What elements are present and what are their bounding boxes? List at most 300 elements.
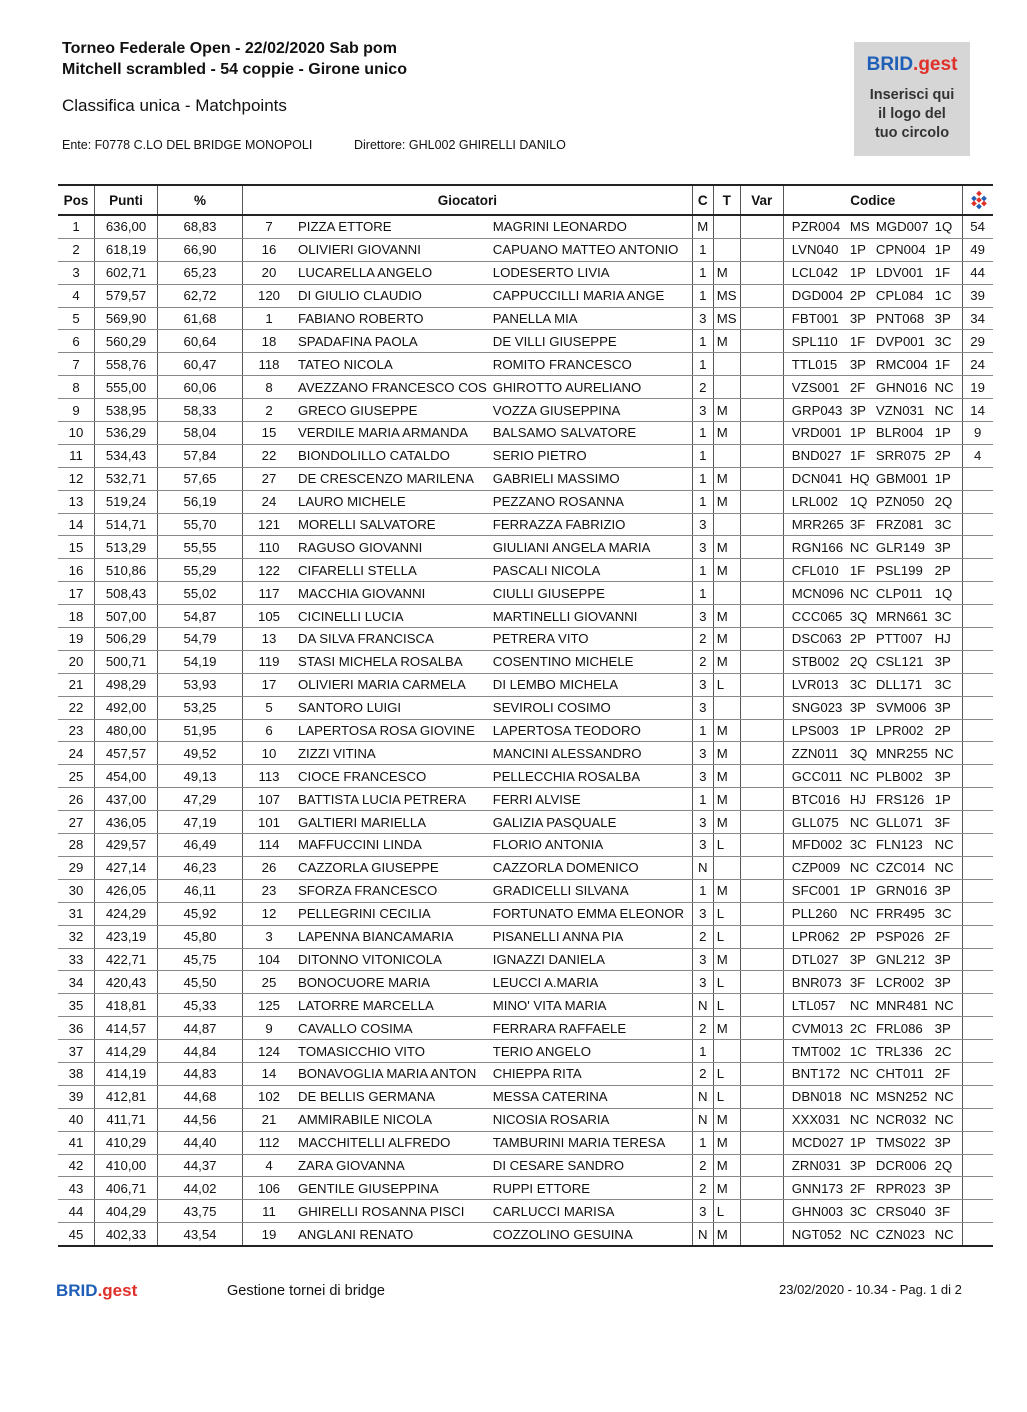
- cell-type: M: [713, 1223, 740, 1246]
- cell-player-2: GALIZIA PASQUALE: [490, 811, 693, 834]
- cell-rank-1: 3P: [847, 399, 873, 422]
- cell-player-1: SPADAFINA PAOLA: [295, 330, 490, 353]
- cell-rank-2: NC: [932, 1108, 963, 1131]
- cell-player-1: TOMASICCHIO VITO: [295, 1040, 490, 1063]
- cell-code-1: BNT172: [783, 1062, 847, 1085]
- cell-punti: 508,43: [95, 582, 158, 605]
- cell-punti: 513,29: [95, 536, 158, 559]
- cell-player-2: SEVIROLI COSIMO: [490, 696, 693, 719]
- cell-player-2: FERRARA RAFFAELE: [490, 1017, 693, 1040]
- cell-player-1: FABIANO ROBERTO: [295, 307, 490, 330]
- cell-type: M: [713, 1177, 740, 1200]
- cell-var: [740, 994, 783, 1017]
- table-row: [58, 353, 993, 376]
- cell-punti: 457,57: [95, 742, 158, 765]
- cell-code-1: LVR013: [783, 673, 847, 696]
- cell-code-2: VZN031: [873, 399, 932, 422]
- cell-player-1: TATEO NICOLA: [295, 353, 490, 376]
- cell-code-1: STB002: [783, 650, 847, 673]
- cell-pos: 6: [58, 330, 95, 353]
- cell-code-2: TRL336: [873, 1040, 932, 1063]
- cell-player-1: GALTIERI MARIELLA: [295, 811, 490, 834]
- cell-percent: 47,29: [158, 788, 243, 811]
- cell-category: 3: [692, 811, 713, 834]
- cell-code-2: TMS022: [873, 1131, 932, 1154]
- cell-code-1: MCN096: [783, 582, 847, 605]
- cell-rank-1: 1P: [847, 238, 873, 261]
- cell-rank-2: NC: [932, 856, 963, 879]
- cell-type: [713, 582, 740, 605]
- cell-pos: 36: [58, 1017, 95, 1040]
- cell-punti: 532,71: [95, 467, 158, 490]
- cell-player-1: LAURO MICHELE: [295, 490, 490, 513]
- cell-category: N: [692, 1108, 713, 1131]
- cell-rank-2: 1P: [932, 422, 963, 445]
- cell-code-2: PZN050: [873, 490, 932, 513]
- cell-code-1: ZRN031: [783, 1154, 847, 1177]
- cell-type: M: [713, 719, 740, 742]
- cell-player-2: CAPUANO MATTEO ANTONIO: [490, 238, 693, 261]
- cell-player-1: PELLEGRINI CECILIA: [295, 902, 490, 925]
- cell-type: M: [713, 765, 740, 788]
- cell-type: MS: [713, 284, 740, 307]
- cell-code-2: FRL086: [873, 1017, 932, 1040]
- cell-table-number: 26: [243, 856, 296, 879]
- cell-prize-points: [962, 1177, 993, 1200]
- cell-type: M: [713, 948, 740, 971]
- cell-var: [740, 284, 783, 307]
- table-row: [58, 628, 993, 651]
- cell-category: M: [692, 215, 713, 238]
- cell-rank-2: 3C: [932, 513, 963, 536]
- cell-prize-points: [962, 628, 993, 651]
- cell-player-1: SANTORO LUIGI: [295, 696, 490, 719]
- cell-percent: 55,70: [158, 513, 243, 536]
- cell-prize-points: [962, 1017, 993, 1040]
- cell-type: M: [713, 605, 740, 628]
- table-row: [58, 307, 993, 330]
- cell-table-number: 22: [243, 444, 296, 467]
- cell-player-1: ZIZZI VITINA: [295, 742, 490, 765]
- ente-label: Ente: F0778 C.LO DEL BRIDGE MONOPOLI: [62, 138, 313, 152]
- cell-percent: 44,56: [158, 1108, 243, 1131]
- cell-code-2: DVP001: [873, 330, 932, 353]
- cell-percent: 45,50: [158, 971, 243, 994]
- cell-code-2: PSL199: [873, 559, 932, 582]
- table-row: [58, 925, 993, 948]
- cell-type: M: [713, 650, 740, 673]
- cell-prize-points: [962, 1108, 993, 1131]
- cell-rank-2: 1F: [932, 353, 963, 376]
- cell-player-1: LAPENNA BIANCAMARIA: [295, 925, 490, 948]
- cell-var: [740, 605, 783, 628]
- table-row: [58, 582, 993, 605]
- cell-category: 3: [692, 765, 713, 788]
- cell-table-number: 124: [243, 1040, 296, 1063]
- footer-page-stamp: 23/02/2020 - 10.34 - Pag. 1 di 2: [779, 1282, 962, 1297]
- table-row: [58, 261, 993, 284]
- table-row: [58, 444, 993, 467]
- header-c: C: [692, 185, 713, 215]
- cell-rank-1: 3C: [847, 834, 873, 857]
- cell-player-1: MACCHIA GIOVANNI: [295, 582, 490, 605]
- cell-prize-points: [962, 1223, 993, 1246]
- cell-code-2: MGD007: [873, 215, 932, 238]
- cell-category: 1: [692, 559, 713, 582]
- cell-var: [740, 902, 783, 925]
- cell-rank-2: 3C: [932, 673, 963, 696]
- header-codice: Codice: [783, 185, 962, 215]
- cell-percent: 54,79: [158, 628, 243, 651]
- cell-punti: 412,81: [95, 1085, 158, 1108]
- cell-category: 3: [692, 673, 713, 696]
- cell-type: MS: [713, 307, 740, 330]
- cell-code-1: GNN173: [783, 1177, 847, 1200]
- cell-rank-2: 3P: [932, 650, 963, 673]
- cell-code-2: SRR075: [873, 444, 932, 467]
- cell-table-number: 119: [243, 650, 296, 673]
- cell-var: [740, 1154, 783, 1177]
- table-row: [58, 605, 993, 628]
- cell-player-2: CHIEPPA RITA: [490, 1062, 693, 1085]
- cell-category: 1: [692, 444, 713, 467]
- cell-rank-1: 1F: [847, 330, 873, 353]
- cell-table-number: 12: [243, 902, 296, 925]
- cell-percent: 61,68: [158, 307, 243, 330]
- cell-table-number: 19: [243, 1223, 296, 1246]
- cell-var: [740, 696, 783, 719]
- cell-rank-1: NC: [847, 582, 873, 605]
- cell-punti: 519,24: [95, 490, 158, 513]
- cell-prize-points: [962, 605, 993, 628]
- club-logo-placeholder: [854, 42, 970, 156]
- cell-category: 1: [692, 788, 713, 811]
- cell-percent: 44,87: [158, 1017, 243, 1040]
- table-row: [58, 330, 993, 353]
- cell-pos: 23: [58, 719, 95, 742]
- cell-player-1: LUCARELLA ANGELO: [295, 261, 490, 284]
- cell-code-1: MRR265: [783, 513, 847, 536]
- cell-pos: 33: [58, 948, 95, 971]
- table-row: [58, 559, 993, 582]
- cell-rank-2: 2F: [932, 1062, 963, 1085]
- cell-percent: 44,40: [158, 1131, 243, 1154]
- cell-player-1: GRECO GIUSEPPE: [295, 399, 490, 422]
- cell-prize-points: [962, 834, 993, 857]
- cell-percent: 44,84: [158, 1040, 243, 1063]
- cell-player-2: RUPPI ETTORE: [490, 1177, 693, 1200]
- table-row: [58, 1154, 993, 1177]
- table-row: [58, 879, 993, 902]
- cell-prize-points: [962, 513, 993, 536]
- table-row: [58, 536, 993, 559]
- table-row: [58, 513, 993, 536]
- cell-code-2: MSN252: [873, 1085, 932, 1108]
- table-row: [58, 1085, 993, 1108]
- cell-percent: 49,52: [158, 742, 243, 765]
- cell-code-1: DGD004: [783, 284, 847, 307]
- cell-var: [740, 788, 783, 811]
- cell-var: [740, 422, 783, 445]
- cell-rank-2: NC: [932, 994, 963, 1017]
- ranking-table: [58, 184, 993, 1247]
- cell-rank-1: 1P: [847, 261, 873, 284]
- cell-player-1: CAZZORLA GIUSEPPE: [295, 856, 490, 879]
- cell-table-number: 102: [243, 1085, 296, 1108]
- table-header-row: [58, 185, 993, 215]
- cell-player-2: FORTUNATO EMMA ELEONOR: [490, 902, 693, 925]
- cell-percent: 45,33: [158, 994, 243, 1017]
- cell-rank-1: 1F: [847, 444, 873, 467]
- cell-rank-2: 1Q: [932, 215, 963, 238]
- table-row: [58, 765, 993, 788]
- cell-percent: 58,04: [158, 422, 243, 445]
- cell-player-1: OLIVIERI MARIA CARMELA: [295, 673, 490, 696]
- cell-type: M: [713, 879, 740, 902]
- cell-percent: 66,90: [158, 238, 243, 261]
- cell-pos: 9: [58, 399, 95, 422]
- cell-punti: 492,00: [95, 696, 158, 719]
- cell-pos: 28: [58, 834, 95, 857]
- cell-rank-1: NC: [847, 902, 873, 925]
- cell-prize-points: [962, 879, 993, 902]
- cell-player-2: FLORIO ANTONIA: [490, 834, 693, 857]
- cell-prize-points: [962, 925, 993, 948]
- cell-prize-points: 9: [962, 422, 993, 445]
- table-row: [58, 376, 993, 399]
- cell-table-number: 15: [243, 422, 296, 445]
- cell-pos: 20: [58, 650, 95, 673]
- cell-type: [713, 1040, 740, 1063]
- cell-player-2: LAPERTOSA TEODORO: [490, 719, 693, 742]
- cell-rank-2: 3P: [932, 307, 963, 330]
- cell-code-2: CLP011: [873, 582, 932, 605]
- cell-category: 1: [692, 879, 713, 902]
- table-row: [58, 467, 993, 490]
- cell-percent: 51,95: [158, 719, 243, 742]
- cell-table-number: 10: [243, 742, 296, 765]
- cell-prize-points: 29: [962, 330, 993, 353]
- cell-percent: 62,72: [158, 284, 243, 307]
- cell-code-2: CHT011: [873, 1062, 932, 1085]
- cell-code-1: GHN003: [783, 1200, 847, 1223]
- cell-punti: 534,43: [95, 444, 158, 467]
- cell-player-2: MESSA CATERINA: [490, 1085, 693, 1108]
- cell-category: 1: [692, 719, 713, 742]
- cell-code-2: PTT007: [873, 628, 932, 651]
- cell-code-2: CRS040: [873, 1200, 932, 1223]
- cell-code-1: LCL042: [783, 261, 847, 284]
- cell-percent: 54,19: [158, 650, 243, 673]
- cell-pos: 7: [58, 353, 95, 376]
- cell-code-1: DBN018: [783, 1085, 847, 1108]
- cell-code-1: DTL027: [783, 948, 847, 971]
- table-row: [58, 673, 993, 696]
- cell-percent: 45,75: [158, 948, 243, 971]
- cell-code-1: VRD001: [783, 422, 847, 445]
- cell-type: [713, 238, 740, 261]
- cell-code-2: PNT068: [873, 307, 932, 330]
- cell-type: M: [713, 628, 740, 651]
- cell-pos: 25: [58, 765, 95, 788]
- cell-percent: 55,55: [158, 536, 243, 559]
- cell-table-number: 5: [243, 696, 296, 719]
- cell-type: L: [713, 1062, 740, 1085]
- cell-pos: 22: [58, 696, 95, 719]
- cell-category: 3: [692, 971, 713, 994]
- cell-rank-2: NC: [932, 1085, 963, 1108]
- header-prize: [962, 185, 993, 215]
- cell-punti: 536,29: [95, 422, 158, 445]
- cell-code-2: LCR002: [873, 971, 932, 994]
- cell-code-1: TTL015: [783, 353, 847, 376]
- cell-category: 3: [692, 742, 713, 765]
- cell-punti: 423,19: [95, 925, 158, 948]
- cell-table-number: 17: [243, 673, 296, 696]
- cell-player-1: DITONNO VITONICOLA: [295, 948, 490, 971]
- cell-rank-2: 3C: [932, 902, 963, 925]
- cell-punti: 426,05: [95, 879, 158, 902]
- cell-table-number: 7: [243, 215, 296, 238]
- table-row: [58, 834, 993, 857]
- cell-prize-points: [962, 1154, 993, 1177]
- cell-prize-points: [962, 1200, 993, 1223]
- cell-type: M: [713, 1131, 740, 1154]
- cell-player-1: CICINELLI LUCIA: [295, 605, 490, 628]
- cell-punti: 402,33: [95, 1223, 158, 1246]
- cell-pos: 17: [58, 582, 95, 605]
- cell-var: [740, 856, 783, 879]
- cell-rank-1: NC: [847, 1108, 873, 1131]
- header-percent: %: [158, 185, 243, 215]
- cell-table-number: 18: [243, 330, 296, 353]
- cell-var: [740, 307, 783, 330]
- cell-table-number: 114: [243, 834, 296, 857]
- cell-punti: 422,71: [95, 948, 158, 971]
- cell-player-2: PELLECCHIA ROSALBA: [490, 765, 693, 788]
- cell-prize-points: [962, 467, 993, 490]
- cell-prize-points: [962, 1062, 993, 1085]
- cell-player-1: MACCHITELLI ALFREDO: [295, 1131, 490, 1154]
- cell-player-2: CAZZORLA DOMENICO: [490, 856, 693, 879]
- cell-percent: 55,29: [158, 559, 243, 582]
- cell-rank-1: 3P: [847, 307, 873, 330]
- cell-punti: 411,71: [95, 1108, 158, 1131]
- table-row: [58, 215, 993, 238]
- cell-percent: 55,02: [158, 582, 243, 605]
- cell-prize-points: [962, 650, 993, 673]
- cell-code-2: PSP026: [873, 925, 932, 948]
- cell-rank-1: NC: [847, 994, 873, 1017]
- cell-code-2: GBM001: [873, 467, 932, 490]
- cell-punti: 560,29: [95, 330, 158, 353]
- header-giocatori: Giocatori: [243, 185, 693, 215]
- cell-player-1: MORELLI SALVATORE: [295, 513, 490, 536]
- cell-pos: 45: [58, 1223, 95, 1246]
- logo-text-2: il logo del: [878, 106, 946, 122]
- cell-player-1: LATORRE MARCELLA: [295, 994, 490, 1017]
- cell-category: N: [692, 1085, 713, 1108]
- cell-type: L: [713, 834, 740, 857]
- cell-rank-1: 3P: [847, 353, 873, 376]
- cell-code-1: GRP043: [783, 399, 847, 422]
- cell-category: 2: [692, 1017, 713, 1040]
- cell-percent: 44,83: [158, 1062, 243, 1085]
- cell-percent: 57,84: [158, 444, 243, 467]
- cell-percent: 56,19: [158, 490, 243, 513]
- cell-code-1: DSC063: [783, 628, 847, 651]
- cell-pos: 4: [58, 284, 95, 307]
- cell-pos: 13: [58, 490, 95, 513]
- cell-percent: 45,80: [158, 925, 243, 948]
- cell-pos: 42: [58, 1154, 95, 1177]
- cell-var: [740, 490, 783, 513]
- cell-player-2: MAGRINI LEONARDO: [490, 215, 693, 238]
- cell-rank-1: HQ: [847, 467, 873, 490]
- cell-pos: 24: [58, 742, 95, 765]
- cell-pos: 40: [58, 1108, 95, 1131]
- cell-player-2: MINO' VITA MARIA: [490, 994, 693, 1017]
- cell-code-1: TMT002: [783, 1040, 847, 1063]
- cell-table-number: 120: [243, 284, 296, 307]
- cell-table-number: 101: [243, 811, 296, 834]
- cell-var: [740, 765, 783, 788]
- cell-rank-1: 1P: [847, 1131, 873, 1154]
- header-var: Var: [740, 185, 783, 215]
- cell-var: [740, 1017, 783, 1040]
- cell-prize-points: [962, 719, 993, 742]
- cell-punti: 506,29: [95, 628, 158, 651]
- cell-code-2: DLL171: [873, 673, 932, 696]
- cell-code-1: DCN041: [783, 467, 847, 490]
- cell-pos: 11: [58, 444, 95, 467]
- cell-player-2: PETRERA VITO: [490, 628, 693, 651]
- cell-type: [713, 353, 740, 376]
- cell-player-1: AMMIRABILE NICOLA: [295, 1108, 490, 1131]
- cell-percent: 68,83: [158, 215, 243, 238]
- cell-type: M: [713, 1108, 740, 1131]
- footer-tagline: Gestione tornei di bridge: [227, 1283, 385, 1299]
- cell-type: M: [713, 742, 740, 765]
- cell-table-number: 3: [243, 925, 296, 948]
- cell-rank-1: NC: [847, 856, 873, 879]
- cell-player-2: GIULIANI ANGELA MARIA: [490, 536, 693, 559]
- cell-category: 2: [692, 650, 713, 673]
- table-row: [58, 811, 993, 834]
- cell-table-number: 14: [243, 1062, 296, 1085]
- cell-punti: 500,71: [95, 650, 158, 673]
- cell-code-1: SNG023: [783, 696, 847, 719]
- cell-player-2: SERIO PIETRO: [490, 444, 693, 467]
- table-row: [58, 1200, 993, 1223]
- cell-category: N: [692, 994, 713, 1017]
- cell-category: 3: [692, 696, 713, 719]
- title-line-2: Mitchell scrambled - 54 coppie - Girone unico: [62, 61, 407, 78]
- cell-punti: 636,00: [95, 215, 158, 238]
- cell-table-number: 25: [243, 971, 296, 994]
- cell-var: [740, 399, 783, 422]
- cell-prize-points: [962, 856, 993, 879]
- cell-var: [740, 1040, 783, 1063]
- cell-pos: 44: [58, 1200, 95, 1223]
- cell-code-2: FLN123: [873, 834, 932, 857]
- cell-type: L: [713, 971, 740, 994]
- cell-percent: 44,37: [158, 1154, 243, 1177]
- cell-pos: 39: [58, 1085, 95, 1108]
- cell-code-2: CZN023: [873, 1223, 932, 1246]
- cell-var: [740, 628, 783, 651]
- cell-code-1: PZR004: [783, 215, 847, 238]
